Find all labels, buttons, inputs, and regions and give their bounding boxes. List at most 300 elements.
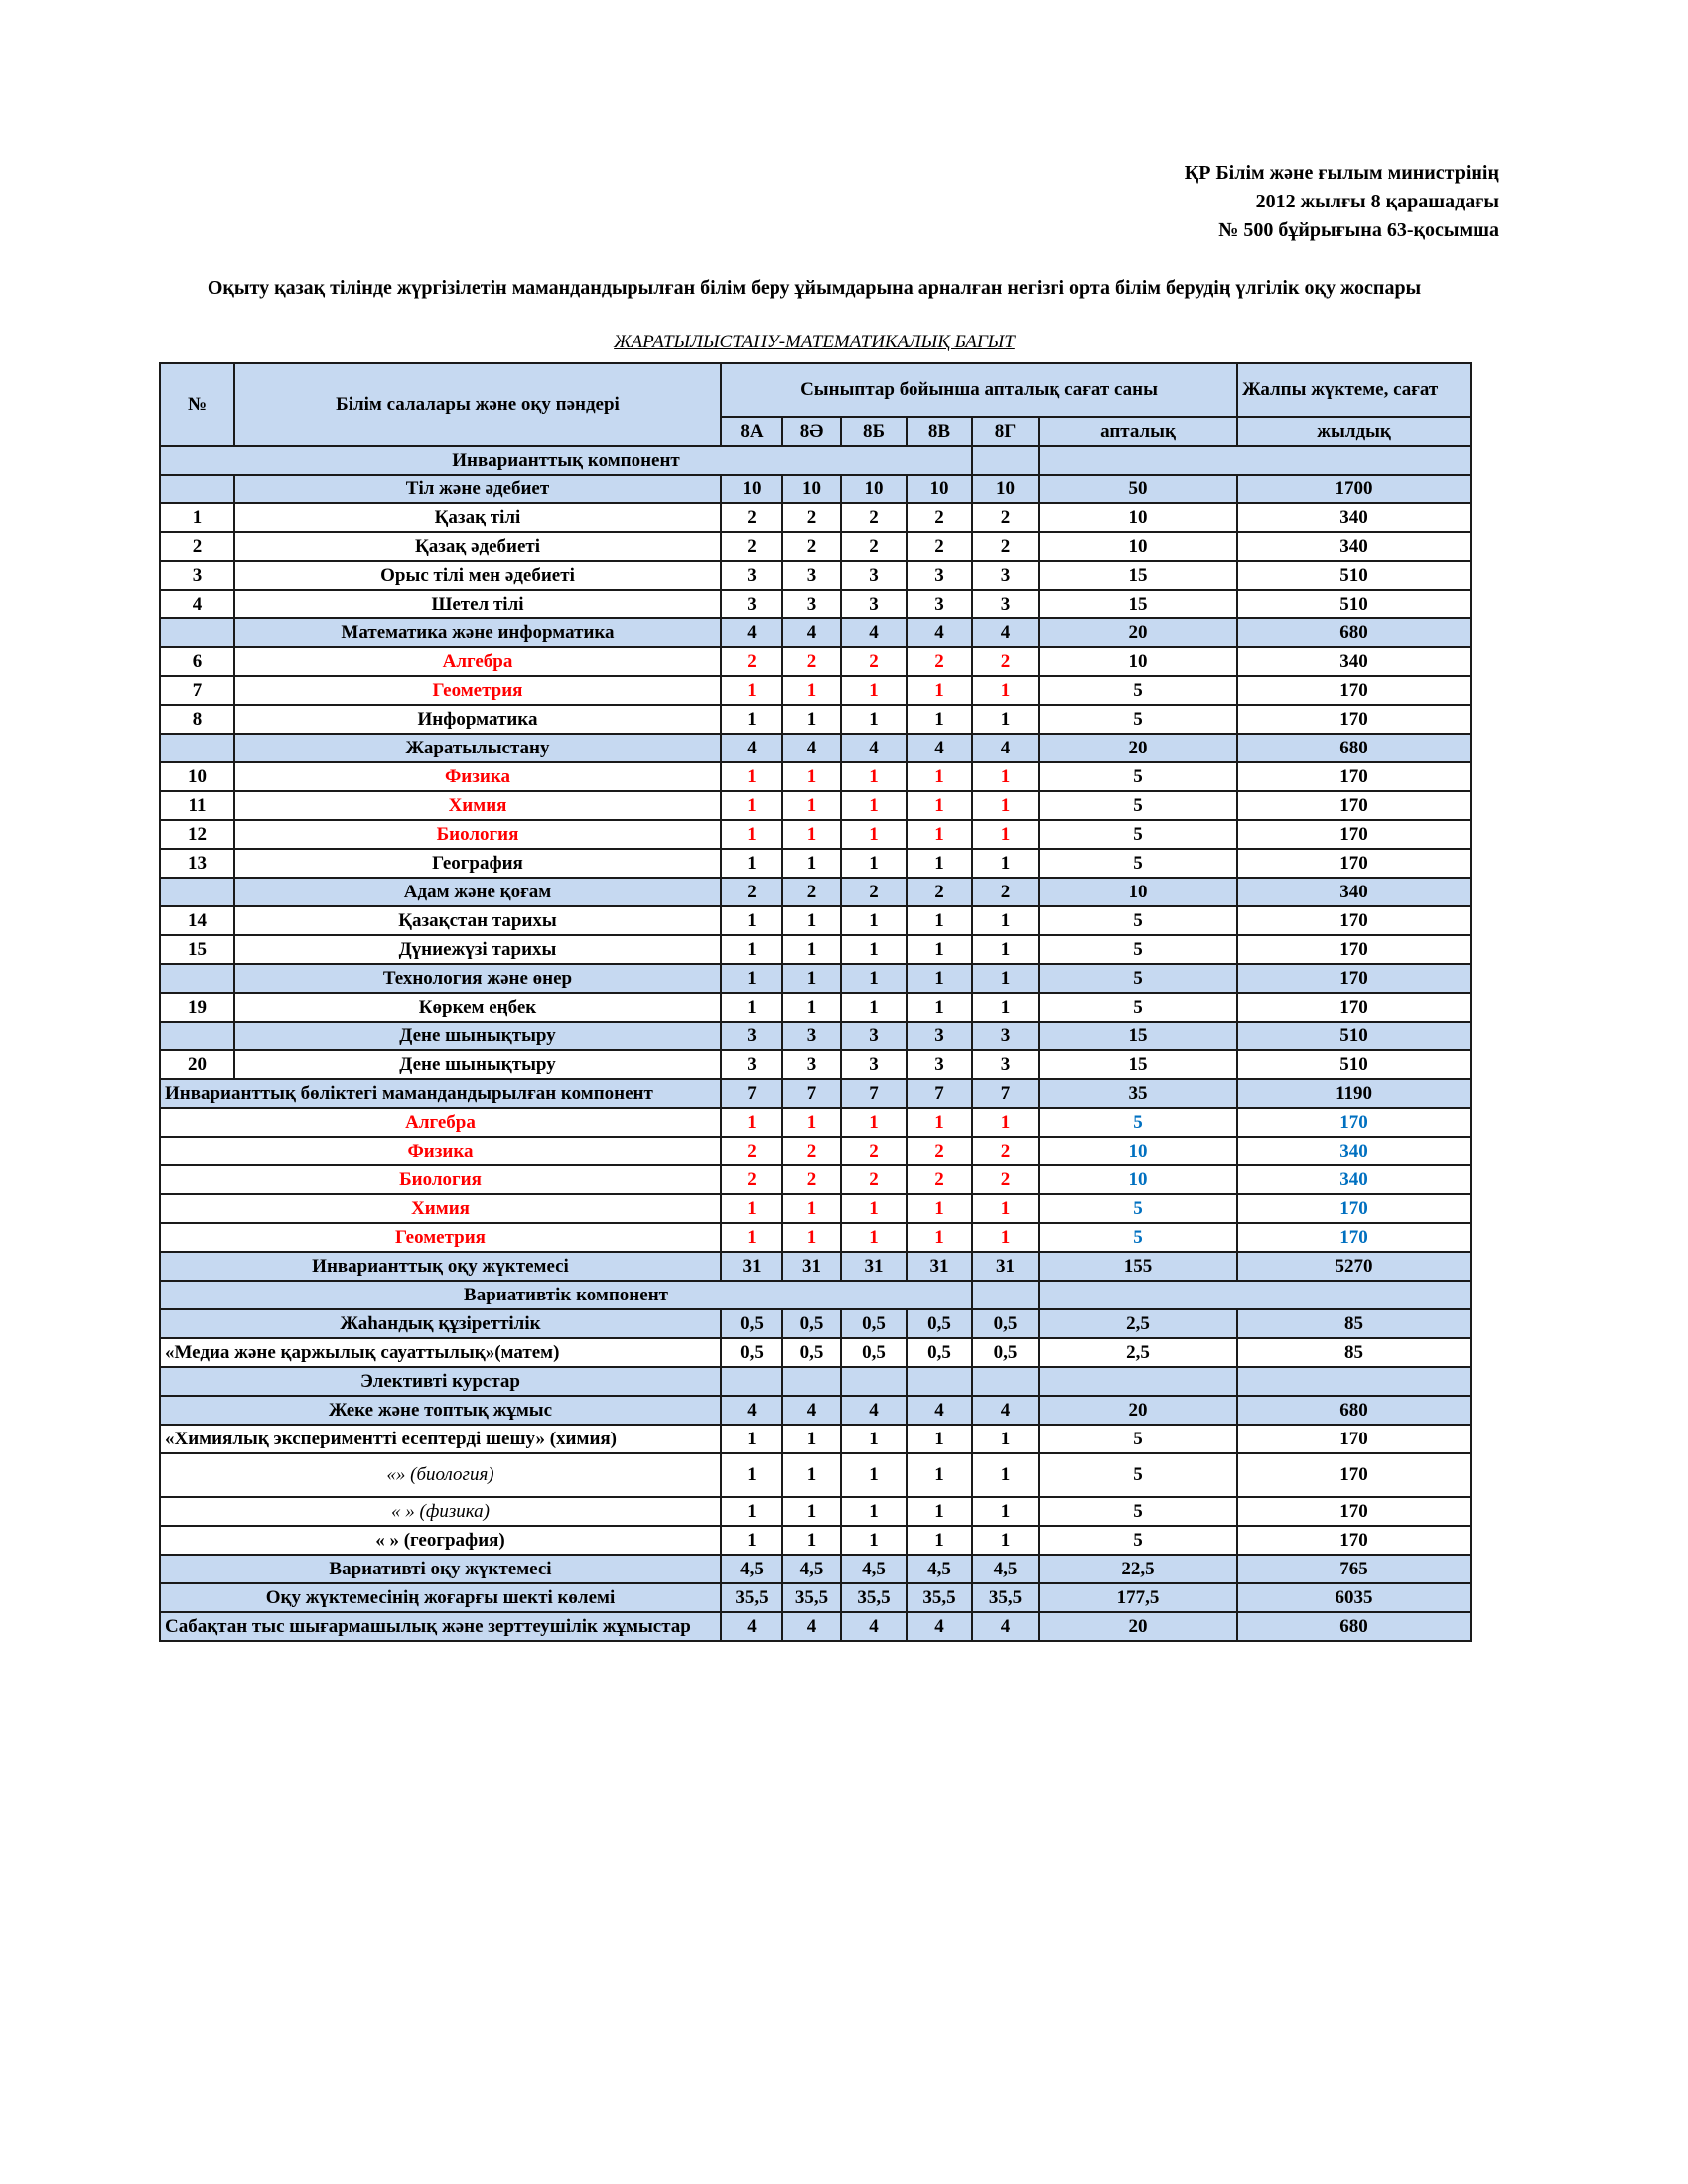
class-hours-cell: 2 xyxy=(782,1165,841,1194)
class-hours-cell: 0,5 xyxy=(782,1309,841,1338)
variative-total-row xyxy=(160,1555,1471,1583)
class-hours-cell: 3 xyxy=(972,561,1039,590)
class-hours-cell: 3 xyxy=(782,1050,841,1079)
class-hours-cell: 1 xyxy=(721,935,782,964)
class-hours-cell xyxy=(841,1367,907,1396)
class-hours-cell: 1 xyxy=(907,906,972,935)
class-hours-cell: 4 xyxy=(782,1396,841,1425)
subject-row xyxy=(160,532,1471,561)
class-hours-cell: 7 xyxy=(841,1079,907,1108)
class-hours-cell: 2 xyxy=(721,1137,782,1165)
group-name: Адам және қоғам xyxy=(234,878,721,906)
weekly-total-cell: 20 xyxy=(1039,618,1237,647)
variative-subject-name: «Химиялық экспериментті есептерді шешу» (химия) xyxy=(160,1425,721,1453)
yearly-total-cell: 5270 xyxy=(1237,1252,1471,1281)
class-hours-cell: 1 xyxy=(907,964,972,993)
class-hours-cell: 4,5 xyxy=(721,1555,782,1583)
class-hours-cell: 2 xyxy=(841,647,907,676)
class-hours-cell: 1 xyxy=(841,791,907,820)
class-hours-cell: 1 xyxy=(782,906,841,935)
variative-heading: Вариативтік компонент xyxy=(160,1281,972,1309)
class-hours-cell: 2 xyxy=(907,1165,972,1194)
class-hours-cell: 1 xyxy=(721,705,782,734)
yearly-total-cell: 170 xyxy=(1237,1108,1471,1137)
class-hours-cell: 1 xyxy=(782,762,841,791)
variative-row xyxy=(160,1396,1471,1425)
weekly-total-cell: 5 xyxy=(1039,1526,1237,1555)
class-hours-cell: 1 xyxy=(972,676,1039,705)
subject-row xyxy=(160,849,1471,878)
weekly-total-cell: 10 xyxy=(1039,647,1237,676)
row-number xyxy=(160,734,234,762)
weekly-total-cell: 5 xyxy=(1039,1453,1237,1497)
class-hours-cell: 1 xyxy=(841,1453,907,1497)
weekly-total-cell: 10 xyxy=(1039,532,1237,561)
class-hours-cell: 1 xyxy=(841,676,907,705)
class-hours-cell: 1 xyxy=(721,906,782,935)
class-hours-cell: 1 xyxy=(782,849,841,878)
class-hours-cell: 3 xyxy=(972,1050,1039,1079)
class-hours-cell: 31 xyxy=(907,1252,972,1281)
variative-row xyxy=(160,1367,1471,1396)
class-hours-cell: 2 xyxy=(721,532,782,561)
class-hours-cell: 1 xyxy=(841,1194,907,1223)
weekly-total-cell: 5 xyxy=(1039,1194,1237,1223)
class-hours-cell: 1 xyxy=(782,1223,841,1252)
subject-name: Биология xyxy=(160,1165,721,1194)
class-hours-cell: 0,5 xyxy=(721,1309,782,1338)
class-hours-cell: 3 xyxy=(782,590,841,618)
yearly-total-cell: 85 xyxy=(1237,1338,1471,1367)
class-hours-cell: 0,5 xyxy=(782,1338,841,1367)
variative-subject-name: « » (физика) xyxy=(160,1497,721,1526)
class-hours-cell: 4,5 xyxy=(782,1555,841,1583)
class-hours-cell: 2 xyxy=(721,503,782,532)
class-hours-cell: 2 xyxy=(972,1137,1039,1165)
weekly-total-cell xyxy=(1039,1367,1237,1396)
subject-name: География xyxy=(234,849,721,878)
subject-name: Қазақ тілі xyxy=(234,503,721,532)
class-hours-cell: 1 xyxy=(841,820,907,849)
class-hours-cell: 0,5 xyxy=(972,1309,1039,1338)
class-hours-cell: 31 xyxy=(782,1252,841,1281)
class-hours-cell: 1 xyxy=(841,1108,907,1137)
class-hours-cell: 1 xyxy=(721,993,782,1022)
class-hours-cell: 1 xyxy=(972,1194,1039,1223)
class-hours-cell: 1 xyxy=(907,993,972,1022)
variative-row xyxy=(160,1338,1471,1367)
weekly-total-cell: 10 xyxy=(1039,878,1237,906)
table-header-row xyxy=(160,363,1471,417)
yearly-total-cell: 170 xyxy=(1237,820,1471,849)
class-hours-cell: 35,5 xyxy=(782,1583,841,1612)
yearly-total-cell: 170 xyxy=(1237,705,1471,734)
class-hours-cell xyxy=(721,1367,782,1396)
weekly-total-cell: 22,5 xyxy=(1039,1555,1237,1583)
class-hours-cell: 1 xyxy=(907,820,972,849)
class-hours-cell: 1 xyxy=(907,849,972,878)
subject-row xyxy=(160,762,1471,791)
empty-cell xyxy=(1039,1281,1471,1309)
class-hours-cell: 1 xyxy=(841,762,907,791)
section-heading-row xyxy=(160,1281,1471,1309)
class-hours-cell: 1 xyxy=(841,1497,907,1526)
subject-name: Дене шынықтыру xyxy=(234,1050,721,1079)
class-hours-cell: 4 xyxy=(972,1396,1039,1425)
subject-name: Геометрия xyxy=(234,676,721,705)
variative-row xyxy=(160,1526,1471,1555)
class-hours-cell: 2 xyxy=(721,647,782,676)
class-hours-cell: 2 xyxy=(972,1165,1039,1194)
class-hours-cell: 1 xyxy=(972,1108,1039,1137)
variative-row xyxy=(160,1497,1471,1526)
specialized-subject-row xyxy=(160,1137,1471,1165)
weekly-total-cell: 35 xyxy=(1039,1079,1237,1108)
weekly-total-cell: 15 xyxy=(1039,1022,1237,1050)
class-hours-cell: 0,5 xyxy=(841,1309,907,1338)
class-hours-cell: 1 xyxy=(782,791,841,820)
class-hours-cell: 1 xyxy=(972,993,1039,1022)
class-hours-cell: 0,5 xyxy=(841,1338,907,1367)
row-number: 3 xyxy=(160,561,234,590)
row-number: 1 xyxy=(160,503,234,532)
class-hours-cell: 10 xyxy=(841,475,907,503)
weekly-total-cell: 5 xyxy=(1039,964,1237,993)
row-number: 10 xyxy=(160,762,234,791)
weekly-total-cell: 5 xyxy=(1039,820,1237,849)
class-hours-cell: 7 xyxy=(972,1079,1039,1108)
row-number: 12 xyxy=(160,820,234,849)
class-hours-cell: 3 xyxy=(907,1022,972,1050)
yearly-total-cell xyxy=(1237,1367,1471,1396)
yearly-total-cell: 170 xyxy=(1237,1194,1471,1223)
class-hours-cell: 2 xyxy=(841,1137,907,1165)
class-hours-cell: 1 xyxy=(907,1526,972,1555)
yearly-total-cell: 170 xyxy=(1237,1425,1471,1453)
class-hours-cell xyxy=(907,1367,972,1396)
subject-name: Орыс тілі мен әдебиеті xyxy=(234,561,721,590)
class-hours-cell: 4 xyxy=(972,734,1039,762)
yearly-total-cell: 340 xyxy=(1237,647,1471,676)
yearly-total-cell: 170 xyxy=(1237,849,1471,878)
class-hours-cell: 1 xyxy=(782,1453,841,1497)
class-hours-cell: 2 xyxy=(907,878,972,906)
specialized-subject-row xyxy=(160,1165,1471,1194)
subject-name: Алгебра xyxy=(160,1108,721,1137)
variative-subject-name: Элективті курстар xyxy=(160,1367,721,1396)
yearly-total-cell: 340 xyxy=(1237,1137,1471,1165)
variative-subject-name: Жаһандық құзіреттілік xyxy=(160,1309,721,1338)
total-name: Инварианттық оқу жүктемесі xyxy=(160,1252,721,1281)
yearly-total-cell: 340 xyxy=(1237,1165,1471,1194)
class-hours-cell: 3 xyxy=(782,1022,841,1050)
yearly-total-cell: 765 xyxy=(1237,1555,1471,1583)
weekly-total-cell: 10 xyxy=(1039,1137,1237,1165)
class-hours-cell: 4 xyxy=(841,734,907,762)
class-hours-cell: 1 xyxy=(721,791,782,820)
subject-row xyxy=(160,676,1471,705)
order-reference xyxy=(1185,159,1499,245)
class-hours-cell: 31 xyxy=(721,1252,782,1281)
subject-row xyxy=(160,993,1471,1022)
class-hours-cell: 1 xyxy=(907,935,972,964)
col-header-class: 8Г xyxy=(972,417,1039,446)
row-number: 8 xyxy=(160,705,234,734)
class-hours-cell: 3 xyxy=(782,561,841,590)
class-hours-cell: 3 xyxy=(841,561,907,590)
class-hours-cell: 2 xyxy=(841,532,907,561)
weekly-total-cell: 5 xyxy=(1039,705,1237,734)
group-name: Технология және өнер xyxy=(234,964,721,993)
class-hours-cell: 35,5 xyxy=(721,1583,782,1612)
class-hours-cell: 1 xyxy=(907,1453,972,1497)
subject-row xyxy=(160,1050,1471,1079)
invariant-heading: Инварианттық компонент xyxy=(160,446,972,475)
variative-subject-name: « » (география) xyxy=(160,1526,721,1555)
weekly-total-cell: 15 xyxy=(1039,561,1237,590)
class-hours-cell: 1 xyxy=(841,1526,907,1555)
class-hours-cell: 2 xyxy=(972,503,1039,532)
col-header-class: 8А xyxy=(721,417,782,446)
yearly-total-cell: 510 xyxy=(1237,1050,1471,1079)
class-hours-cell: 1 xyxy=(972,849,1039,878)
weekly-total-cell: 2,5 xyxy=(1039,1309,1237,1338)
class-hours-cell: 1 xyxy=(972,964,1039,993)
row-number xyxy=(160,878,234,906)
subject-row xyxy=(160,705,1471,734)
class-hours-cell: 2 xyxy=(782,647,841,676)
class-hours-cell: 3 xyxy=(841,590,907,618)
weekly-total-cell: 155 xyxy=(1039,1252,1237,1281)
class-hours-cell: 2 xyxy=(972,532,1039,561)
class-hours-cell: 4 xyxy=(721,734,782,762)
row-number: 4 xyxy=(160,590,234,618)
subject-name: Геометрия xyxy=(160,1223,721,1252)
class-hours-cell: 3 xyxy=(972,1022,1039,1050)
yearly-total-cell: 1700 xyxy=(1237,475,1471,503)
subject-name: Химия xyxy=(160,1194,721,1223)
class-hours-cell: 1 xyxy=(907,1108,972,1137)
class-hours-cell xyxy=(972,1367,1039,1396)
yearly-total-cell: 510 xyxy=(1237,590,1471,618)
class-hours-cell: 1 xyxy=(721,1526,782,1555)
class-hours-cell: 3 xyxy=(721,1022,782,1050)
col-header-class: 8В xyxy=(907,417,972,446)
class-hours-cell: 3 xyxy=(721,590,782,618)
class-hours-cell: 0,5 xyxy=(907,1338,972,1367)
class-hours-cell: 1 xyxy=(782,820,841,849)
row-number: 20 xyxy=(160,1050,234,1079)
class-hours-cell: 10 xyxy=(907,475,972,503)
class-hours-cell: 1 xyxy=(972,1497,1039,1526)
class-hours-cell: 4 xyxy=(907,1612,972,1641)
class-hours-cell: 3 xyxy=(907,590,972,618)
subject-row xyxy=(160,647,1471,676)
class-hours-cell: 1 xyxy=(721,849,782,878)
group-name: Жаратылыстану xyxy=(234,734,721,762)
yearly-total-cell: 170 xyxy=(1237,1526,1471,1555)
variative-subject-name: Жеке және топтық жұмыс xyxy=(160,1396,721,1425)
weekly-total-cell: 10 xyxy=(1039,1165,1237,1194)
class-hours-cell: 1 xyxy=(721,676,782,705)
class-hours-cell: 4 xyxy=(782,1612,841,1641)
col-header-class: 8Б xyxy=(841,417,907,446)
col-header-subjects: Білім салалары және оқу пәндері xyxy=(234,363,721,446)
class-hours-cell: 1 xyxy=(841,993,907,1022)
col-header-weekly-group: Сыныптар бойынша апталық сағат саны xyxy=(721,363,1237,417)
subject-row xyxy=(160,590,1471,618)
class-hours-cell: 1 xyxy=(841,906,907,935)
weekly-total-cell: 20 xyxy=(1039,1612,1237,1641)
subject-row xyxy=(160,820,1471,849)
class-hours-cell: 4 xyxy=(841,618,907,647)
class-hours-cell: 1 xyxy=(721,1223,782,1252)
variative-row xyxy=(160,1453,1471,1497)
class-hours-cell: 1 xyxy=(972,1223,1039,1252)
class-hours-cell: 3 xyxy=(907,1050,972,1079)
row-number: 15 xyxy=(160,935,234,964)
class-hours-cell: 2 xyxy=(907,647,972,676)
weekly-total-cell: 10 xyxy=(1039,503,1237,532)
weekly-total-cell: 20 xyxy=(1039,734,1237,762)
subject-group-row xyxy=(160,964,1471,993)
class-hours-cell: 1 xyxy=(907,705,972,734)
class-hours-cell: 10 xyxy=(782,475,841,503)
subject-name: Дүниежүзі тарихы xyxy=(234,935,721,964)
class-hours-cell: 1 xyxy=(782,964,841,993)
subject-name: Физика xyxy=(160,1137,721,1165)
yearly-total-cell: 340 xyxy=(1237,532,1471,561)
row-number xyxy=(160,475,234,503)
class-hours-cell: 1 xyxy=(841,1223,907,1252)
row-number: 13 xyxy=(160,849,234,878)
document-title: Оқыту қазақ тілінде жүргізілетін мамандандырылған білім беру ұйымдарына арналған негізгі орта білім берудің үлгілік оқу жоспары xyxy=(207,277,1422,299)
class-hours-cell: 1 xyxy=(907,1223,972,1252)
class-hours-cell: 4 xyxy=(972,618,1039,647)
class-hours-cell: 2 xyxy=(972,878,1039,906)
class-hours-cell: 1 xyxy=(782,935,841,964)
subject-row xyxy=(160,561,1471,590)
class-hours-cell: 1 xyxy=(721,820,782,849)
class-hours-cell: 1 xyxy=(721,1108,782,1137)
weekly-total-cell: 177,5 xyxy=(1039,1583,1237,1612)
subject-name: Химия xyxy=(234,791,721,820)
class-hours-cell: 1 xyxy=(782,1526,841,1555)
class-hours-cell: 10 xyxy=(972,475,1039,503)
row-number: 7 xyxy=(160,676,234,705)
class-hours-cell: 1 xyxy=(972,762,1039,791)
class-hours-cell: 1 xyxy=(972,935,1039,964)
yearly-total-cell: 510 xyxy=(1237,561,1471,590)
yearly-total-cell: 170 xyxy=(1237,935,1471,964)
variative-subject-name: «» (биология) xyxy=(160,1453,721,1497)
row-number xyxy=(160,964,234,993)
section-heading-row xyxy=(160,446,1471,475)
class-hours-cell: 31 xyxy=(841,1252,907,1281)
specialized-component-row xyxy=(160,1079,1471,1108)
class-hours-cell: 35,5 xyxy=(907,1583,972,1612)
class-hours-cell: 4,5 xyxy=(841,1555,907,1583)
variative-subject-name: «Медиа және қаржылық сауаттылық»(матем) xyxy=(160,1338,721,1367)
group-name: Дене шынықтыру xyxy=(234,1022,721,1050)
subject-group-row xyxy=(160,475,1471,503)
weekly-total-cell: 5 xyxy=(1039,906,1237,935)
weekly-total-cell: 5 xyxy=(1039,762,1237,791)
subject-group-row xyxy=(160,878,1471,906)
class-hours-cell: 2 xyxy=(841,878,907,906)
class-hours-cell: 2 xyxy=(782,1137,841,1165)
ministry-line: ҚР Білім және ғылым министрінің xyxy=(1184,162,1499,184)
class-hours-cell: 1 xyxy=(841,1425,907,1453)
variative-row xyxy=(160,1309,1471,1338)
class-hours-cell: 4 xyxy=(721,618,782,647)
class-hours-cell: 3 xyxy=(721,1050,782,1079)
empty-cell xyxy=(972,446,1039,475)
extracurricular-row xyxy=(160,1612,1471,1641)
max-load-row xyxy=(160,1583,1471,1612)
subject-row xyxy=(160,906,1471,935)
yearly-total-cell: 170 xyxy=(1237,1453,1471,1497)
row-number: 11 xyxy=(160,791,234,820)
class-hours-cell: 2 xyxy=(841,1165,907,1194)
yearly-total-cell: 170 xyxy=(1237,1223,1471,1252)
class-hours-cell: 4 xyxy=(907,1396,972,1425)
class-hours-cell: 1 xyxy=(721,1497,782,1526)
specialized-subject-row xyxy=(160,1223,1471,1252)
class-hours-cell: 1 xyxy=(782,705,841,734)
weekly-total-cell: 15 xyxy=(1039,590,1237,618)
yearly-total-cell: 170 xyxy=(1237,906,1471,935)
class-hours-cell: 1 xyxy=(841,849,907,878)
row-number xyxy=(160,618,234,647)
class-hours-cell: 2 xyxy=(721,1165,782,1194)
total-name: Сабақтан тыс шығармашылық және зерттеушілік жұмыстар xyxy=(160,1612,721,1641)
class-hours-cell: 4 xyxy=(841,1396,907,1425)
class-hours-cell: 3 xyxy=(907,561,972,590)
class-hours-cell: 3 xyxy=(721,561,782,590)
weekly-total-cell: 50 xyxy=(1039,475,1237,503)
class-hours-cell: 1 xyxy=(721,964,782,993)
class-hours-cell: 7 xyxy=(907,1079,972,1108)
class-hours-cell: 1 xyxy=(907,1497,972,1526)
class-hours-cell: 1 xyxy=(972,705,1039,734)
col-header-num: № xyxy=(160,363,234,446)
class-hours-cell: 2 xyxy=(972,647,1039,676)
document-subtitle: ЖАРАТЫЛЫСТАНУ-МАТЕМАТИКАЛЫҚ БАҒЫТ xyxy=(614,332,1015,352)
row-number xyxy=(160,1022,234,1050)
class-hours-cell: 2 xyxy=(721,878,782,906)
class-hours-cell: 1 xyxy=(841,935,907,964)
class-hours-cell: 2 xyxy=(782,532,841,561)
class-hours-cell: 0,5 xyxy=(907,1309,972,1338)
variative-row xyxy=(160,1425,1471,1453)
subject-name: Көркем еңбек xyxy=(234,993,721,1022)
yearly-total-cell: 510 xyxy=(1237,1022,1471,1050)
class-hours-cell xyxy=(782,1367,841,1396)
subject-name: Биология xyxy=(234,820,721,849)
class-hours-cell: 1 xyxy=(972,1425,1039,1453)
empty-cell xyxy=(1039,446,1471,475)
class-hours-cell: 2 xyxy=(907,532,972,561)
yearly-total-cell: 85 xyxy=(1237,1309,1471,1338)
class-hours-cell: 4,5 xyxy=(907,1555,972,1583)
weekly-total-cell: 15 xyxy=(1039,1050,1237,1079)
class-hours-cell: 10 xyxy=(721,475,782,503)
group-name: Математика және информатика xyxy=(234,618,721,647)
class-hours-cell: 1 xyxy=(907,791,972,820)
yearly-total-cell: 1190 xyxy=(1237,1079,1471,1108)
subject-name: Физика xyxy=(234,762,721,791)
